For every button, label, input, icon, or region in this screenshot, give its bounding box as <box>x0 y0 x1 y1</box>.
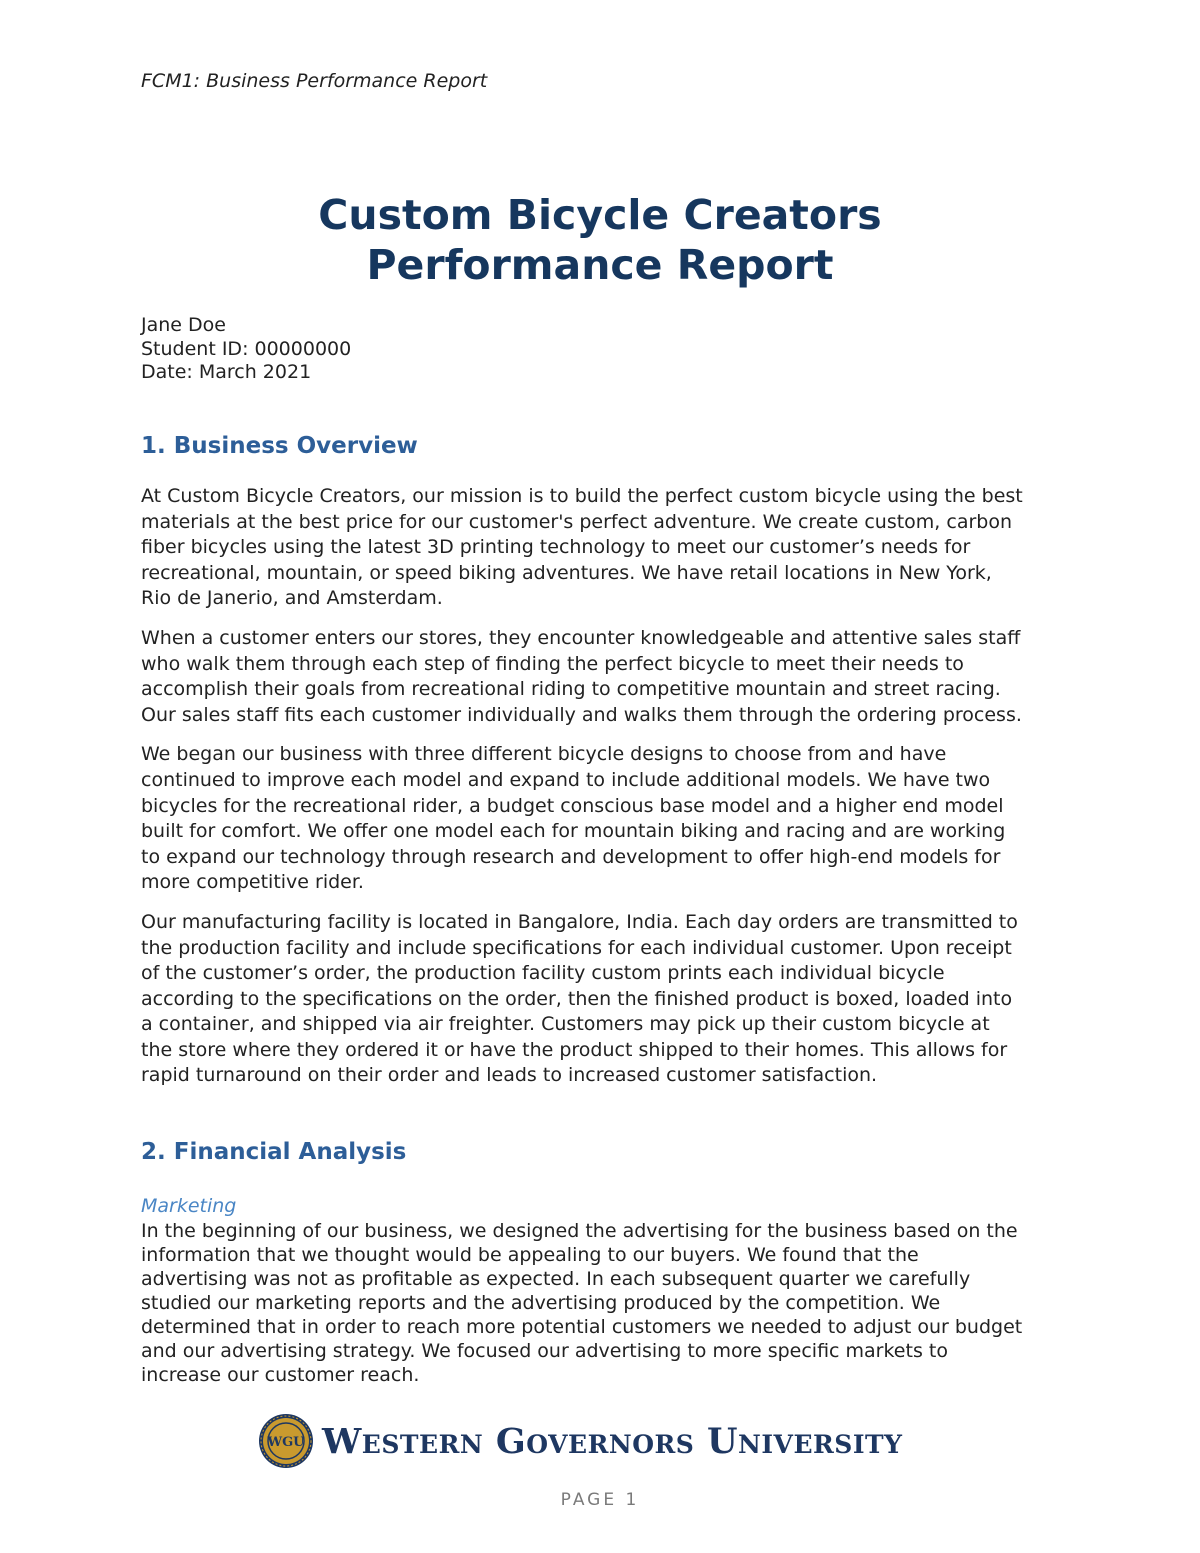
text-line: advertising was not as profitable as expected. In each subsequent quarter we carefully <box>141 1268 971 1290</box>
section-heading-financial-analysis: 2. Financial Analysis <box>141 1139 407 1165</box>
text-line: We began our business with three different bicycle designs to choose from and have <box>141 743 947 766</box>
paragraph <box>141 1219 1071 1387</box>
text-line: information that we thought would be appealing to our buyers. We found that the <box>141 1244 919 1266</box>
section-heading-business-overview: 1. Business Overview <box>141 433 418 459</box>
seal-monogram: WGU <box>267 1435 305 1450</box>
text-line: At Custom Bicycle Creators, our mission is to build the perfect custom bicycle using the best <box>141 485 1023 507</box>
text-line: accomplish their goals from recreational riding to competitive mountain and street racing. <box>141 678 1001 701</box>
text-line: Our manufacturing facility is located in Bangalore, India. Each day orders are transmitted to <box>141 910 1018 933</box>
author-name: Jane Doe <box>141 314 226 336</box>
text-line: the store where they ordered it or have the product shipped to their homes. This allows for <box>141 1038 1008 1061</box>
text-line: studied our marketing reports and the advertising produced by the competition. We <box>141 1292 941 1314</box>
text-line: to expand our technology through research and development to offer high-end models for <box>141 845 1001 868</box>
paragraph <box>141 742 1071 896</box>
subheading-marketing: Marketing <box>141 1195 237 1217</box>
paragraph <box>141 484 1071 612</box>
running-header: FCM1: Business Performance Report <box>141 70 488 92</box>
report-date: Date: March 2021 <box>141 361 312 383</box>
text-line: Rio de Janerio, and Amsterdam. <box>141 587 443 610</box>
title-line-1: Custom Bicycle Creators <box>318 191 882 239</box>
university-wordmark <box>322 1421 902 1462</box>
text-line: Our sales staff fits each customer individually and walks them through the ordering process. <box>141 703 1022 726</box>
text-line: bicycles for the recreational rider, a budget conscious base model and a higher end model <box>141 794 1004 817</box>
text-line: determined that in order to reach more potential customers we needed to adjust our budget <box>141 1316 1023 1338</box>
text-line: who walk them through each step of finding the perfect bicycle to meet their needs to <box>141 652 964 675</box>
student-id: Student ID: 00000000 <box>141 337 352 360</box>
text-line: recreational, mountain, or speed biking adventures. We have retail locations in New York, <box>141 561 992 584</box>
wordmark-text: Western Governors University <box>322 1420 903 1462</box>
paragraph <box>141 626 1071 728</box>
marketing-body <box>141 1219 1071 1401</box>
text-line: according to the specifications on the order, then the finished product is boxed, loaded into <box>141 987 1013 1010</box>
text-line: fiber bicycles using the latest 3D printing technology to meet our customer’s needs for <box>141 536 971 559</box>
page-number: PAGE 1 <box>560 1490 640 1510</box>
text-line: rapid turnaround on their order and leads to increased customer satisfaction. <box>141 1064 878 1087</box>
text-line: materials at the best price for our customer's perfect adventure. We create custom, carbon <box>141 510 1013 533</box>
business-overview-body <box>141 484 1071 1103</box>
text-line: continued to improve each model and expand to include additional models. We have two <box>141 768 991 791</box>
wgu-logo <box>258 1411 902 1471</box>
university-seal-icon <box>258 1413 314 1469</box>
text-line: In the beginning of our business, we designed the advertising for the business based on the <box>141 1220 1018 1242</box>
text-line: the production facility and include specifications for each individual customer. Upon receipt <box>141 936 1012 959</box>
text-line: built for comfort. We offer one model each for mountain biking and racing and are working <box>141 820 1006 843</box>
document-title <box>0 190 1200 290</box>
author-block <box>141 314 351 385</box>
paragraph <box>141 910 1071 1089</box>
text-line: more competitive rider. <box>141 871 364 894</box>
text-line: and our advertising strategy. We focused our advertising to more specific markets to <box>141 1340 948 1362</box>
text-line: increase our customer reach. <box>141 1364 420 1386</box>
text-line: of the customer’s order, the production facility custom prints each individual bicycle <box>141 962 945 985</box>
text-line: When a customer enters our stores, they encounter knowledgeable and attentive sales staff <box>141 626 1021 649</box>
text-line: a container, and shipped via air freighter. Customers may pick up their custom bicycle at <box>141 1013 990 1036</box>
title-line-2: Performance Report <box>366 241 834 289</box>
